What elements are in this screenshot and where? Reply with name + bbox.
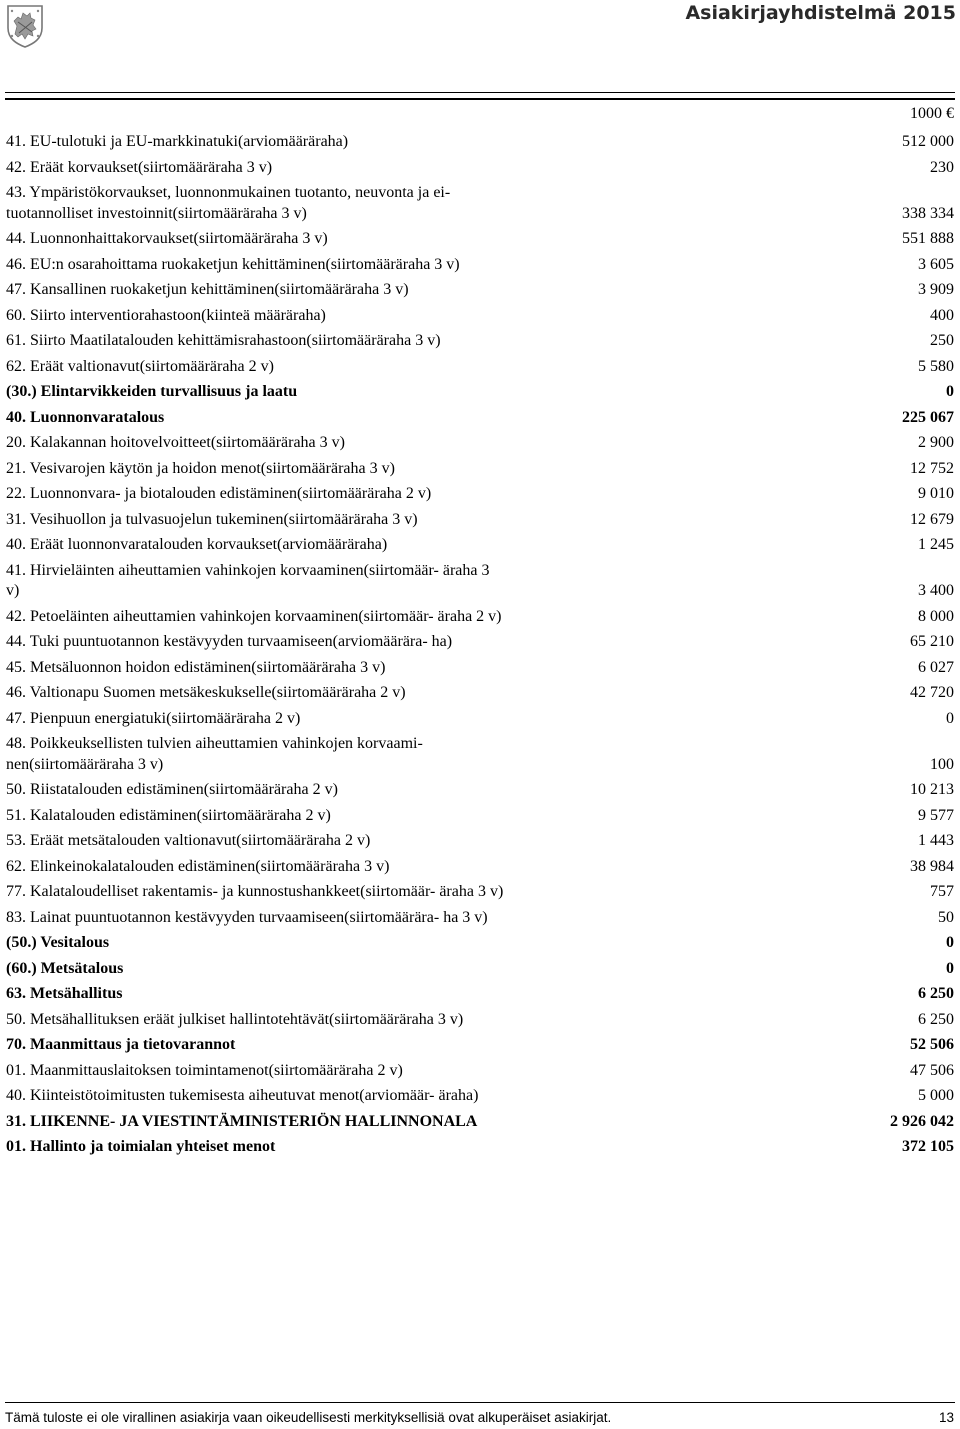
- row-label: 45. Metsäluonnon hoidon edistäminen(siirtomääräraha 3 v): [6, 658, 386, 676]
- row-label: 22. Luonnonvara- ja biotalouden edistäminen(siirtomääräraha 2 v): [6, 485, 432, 502]
- row-label: 50. Metsähallituksen eräät julkiset hallintotehtävät(siirtomääräraha 3 v): [6, 1010, 464, 1028]
- row-label: 20. Kalakannan hoitovelvoitteet(siirtomääräraha 3 v): [6, 434, 345, 451]
- table-row: [6, 1137, 954, 1158]
- table-row: [6, 683, 954, 704]
- footer-disclaimer: Tämä tuloste ei ole virallinen asiakirja vaan oikeudellisesti merkityksellisiä ovat alkuperäiset asiakirjat.: [5, 1410, 612, 1425]
- row-amount: 6 027: [918, 658, 954, 676]
- row-label: 42. Petoeläinten aiheuttamien vahinkojen korvaaminen(siirtomäär- äraha 2 v): [6, 607, 502, 625]
- row-label: (50.) Vesitalous: [6, 934, 110, 951]
- row-label: 46. EU:n osarahoittama ruokaketjun kehittäminen(siirtomääräraha 3 v): [6, 255, 460, 273]
- table-row: [6, 831, 954, 852]
- table-row: [6, 183, 954, 224]
- row-amount: 42 720: [910, 684, 954, 701]
- table-row: [6, 632, 954, 653]
- table-row: [6, 857, 954, 878]
- table-row: [6, 408, 954, 429]
- row-label: 63. Metsähallitus: [6, 985, 123, 1002]
- table-row: [6, 255, 954, 276]
- row-amount: 47 506: [910, 1061, 954, 1079]
- table-row: [6, 959, 954, 980]
- row-amount: 5 580: [918, 357, 954, 375]
- row-label: 60. Siirto interventiorahastoon(kiinteä määräraha): [6, 306, 326, 324]
- row-label: 40. Eräät luonnonvaratalouden korvaukset(arviomääräraha): [6, 536, 388, 553]
- header-divider-thin: [5, 92, 955, 93]
- row-amount: 225 067: [902, 408, 954, 426]
- table-row: [6, 734, 954, 775]
- row-amount: 3 909: [918, 281, 954, 298]
- row-amount: 338 334: [902, 204, 954, 222]
- row-label: 47. Pienpuun energiatuki(siirtomääräraha 2 v): [6, 709, 301, 727]
- row-label: 46. Valtionapu Suomen metsäkeskukselle(siirtomääräraha 2 v): [6, 684, 406, 701]
- row-label: 62. Eräät valtionavut(siirtomääräraha 2 v): [6, 357, 274, 375]
- page-number: 13: [938, 1410, 954, 1425]
- document-title: Asiakirjayhdistelmä 2015: [685, 2, 956, 24]
- row-label: 61. Siirto Maatilatalouden kehittämisrahastoon(siirtomääräraha 3 v): [6, 332, 441, 349]
- table-row: [6, 158, 954, 179]
- row-amount: 0: [946, 383, 954, 400]
- table-row: [6, 510, 954, 531]
- table-row: [6, 433, 954, 454]
- row-amount: 12 679: [910, 510, 954, 528]
- row-label: 51. Kalatalouden edistäminen(siirtomääräraha 2 v): [6, 806, 331, 824]
- row-amount: 9 577: [918, 806, 954, 824]
- header-divider-thick: [5, 98, 955, 100]
- table-row: [6, 709, 954, 730]
- table-row: [6, 280, 954, 301]
- row-label: 40. Luonnonvaratalous: [6, 408, 165, 426]
- row-amount: 52 506: [910, 1036, 954, 1053]
- table-row: [6, 535, 954, 556]
- lion-coat-of-arms-icon: [6, 4, 44, 48]
- row-label: (30.) Elintarvikkeiden turvallisuus ja laatu: [6, 383, 298, 400]
- row-amount: 100: [930, 755, 954, 773]
- row-amount: 512 000: [902, 133, 954, 150]
- table-row: [6, 908, 954, 929]
- table-row: [6, 132, 954, 153]
- table-row: [6, 306, 954, 327]
- row-label: (60.) Metsätalous: [6, 959, 124, 977]
- row-label: 83. Lainat puuntuotannon kestävyyden turvaamiseen(siirtomäärära- ha 3 v): [6, 908, 488, 926]
- row-amount: 250: [930, 332, 954, 349]
- row-amount: 2 926 042: [890, 1112, 954, 1130]
- row-label: 21. Vesivarojen käytön ja hoidon menot(siirtomääräraha 3 v): [6, 459, 395, 477]
- row-amount: 551 888: [902, 230, 954, 247]
- table-row: [6, 229, 954, 250]
- row-label: 41. EU-tulotuki ja EU-markkinatuki(arviomääräraha): [6, 133, 349, 150]
- row-amount: 6 250: [918, 985, 954, 1002]
- table-row: [6, 1061, 954, 1082]
- table-row: [6, 459, 954, 480]
- table-row: [6, 658, 954, 679]
- row-amount: 50: [938, 908, 954, 926]
- row-label: 50. Riistatalouden edistäminen(siirtomääräraha 2 v): [6, 781, 338, 798]
- table-row: [6, 561, 954, 602]
- table-row: [6, 1010, 954, 1031]
- row-label: 77. Kalataloudelliset rakentamis- ja kunnostushankkeet(siirtomäär- äraha 3 v): [6, 883, 504, 900]
- row-amount: 3 605: [918, 255, 954, 273]
- row-label: 48. Poikkeuksellisten tulvien aiheuttamien vahinkojen korvaami- nen(siirtomääräraha 3 v): [6, 735, 423, 773]
- table-row: [6, 331, 954, 352]
- table-row: [6, 984, 954, 1005]
- table-row: [6, 882, 954, 903]
- row-amount: 12 752: [910, 459, 954, 477]
- row-label: 44. Luonnonhaittakorvaukset(siirtomääräraha 3 v): [6, 230, 328, 247]
- row-label: 31. LIIKENNE- JA VIESTINTÄMINISTERIÖN HALLINNONALA: [6, 1112, 478, 1130]
- row-amount: 10 213: [910, 781, 954, 798]
- row-amount: 9 010: [918, 485, 954, 502]
- row-amount: 230: [930, 158, 954, 176]
- row-label: 42. Eräät korvaukset(siirtomääräraha 3 v): [6, 158, 273, 176]
- footer-divider: [5, 1402, 955, 1403]
- row-label: 01. Hallinto ja toimialan yhteiset menot: [6, 1138, 276, 1155]
- row-label: 40. Kiinteistötoimitusten tukemisesta aiheutuvat menot(arviomäär- äraha): [6, 1087, 479, 1104]
- row-amount: 0: [946, 709, 954, 727]
- unit-label: 1000 €: [910, 105, 954, 122]
- table-row: [6, 780, 954, 801]
- row-amount: 65 210: [910, 633, 954, 650]
- table-row: [6, 382, 954, 403]
- table-row: [6, 806, 954, 827]
- row-amount: 38 984: [910, 857, 954, 875]
- table-row: [6, 607, 954, 628]
- row-amount: 3 400: [918, 582, 954, 599]
- table-row: [6, 933, 954, 954]
- row-amount: 372 105: [902, 1138, 954, 1155]
- table-row: [6, 1035, 954, 1056]
- row-amount: 2 900: [918, 434, 954, 451]
- table-row: [6, 357, 954, 378]
- row-label: 41. Hirvieläinten aiheuttamien vahinkojen korvaaminen(siirtomäär- äraha 3 v): [6, 561, 490, 599]
- table-row: [6, 1112, 954, 1133]
- row-amount: 1 443: [918, 832, 954, 849]
- row-label: 70. Maanmittaus ja tietovarannot: [6, 1036, 236, 1053]
- row-amount: 6 250: [918, 1010, 954, 1028]
- row-amount: 757: [930, 883, 954, 900]
- row-amount: 0: [946, 934, 954, 951]
- row-amount: 0: [946, 959, 954, 977]
- row-amount: 8 000: [918, 607, 954, 625]
- row-label: 31. Vesihuollon ja tulvasuojelun tukeminen(siirtomääräraha 3 v): [6, 510, 418, 528]
- row-amount: 400: [930, 306, 954, 324]
- row-label: 62. Elinkeinokalatalouden edistäminen(siirtomääräraha 3 v): [6, 857, 390, 875]
- budget-table: [6, 132, 954, 1163]
- row-amount: 5 000: [918, 1087, 954, 1104]
- row-label: 01. Maanmittauslaitoksen toimintamenot(siirtomääräraha 2 v): [6, 1061, 403, 1079]
- table-row: [6, 1086, 954, 1107]
- row-label: 47. Kansallinen ruokaketjun kehittäminen(siirtomääräraha 3 v): [6, 281, 409, 298]
- row-amount: 1 245: [918, 536, 954, 553]
- row-label: 53. Eräät metsätalouden valtionavut(siirtomääräraha 2 v): [6, 832, 371, 849]
- row-label: 44. Tuki puuntuotannon kestävyyden turvaamiseen(arviomäärära- ha): [6, 633, 453, 650]
- table-row: [6, 484, 954, 505]
- row-label: 43. Ympäristökorvaukset, luonnonmukainen tuotanto, neuvonta ja ei-tuotannolliset investoinnit(siirtomääräraha 3 v): [6, 184, 451, 222]
